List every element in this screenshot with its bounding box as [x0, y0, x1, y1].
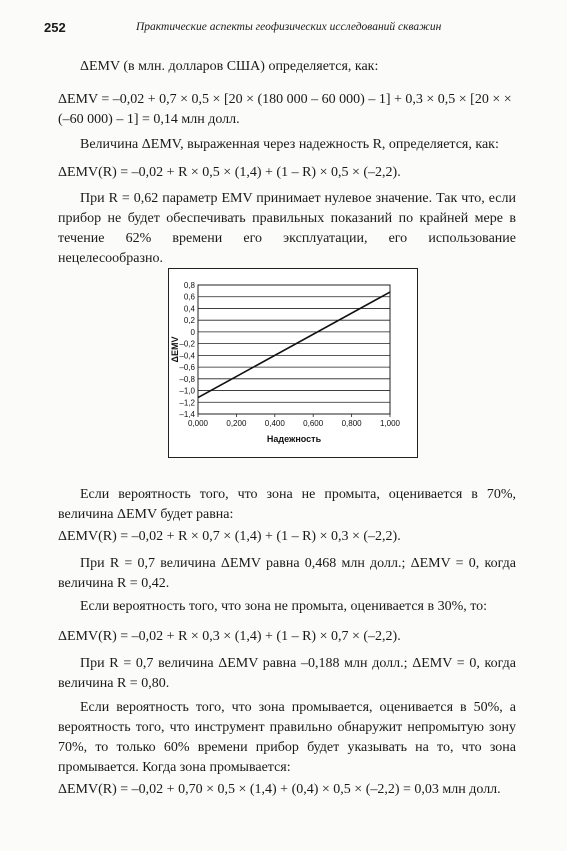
x-tick-label: 0,800 — [341, 419, 362, 428]
paragraph-emv-reliability: Величина ΔEMV, выраженная через надежность R, определяется, как: — [80, 137, 499, 152]
page-header — [44, 20, 524, 38]
x-tick-label: 1,000 — [379, 419, 401, 428]
formula-emv-final: ΔEMV(R) = –0,02 + 0,70 × 0,5 × (1,4) + (0,4) × 0,5 × (–2,2) = 0,03 млн долл. — [58, 782, 501, 797]
paragraph-zone-30: Если вероятность того, что зона не промыта, оценивается в 30%, то: — [80, 599, 488, 614]
y-tick-label: 0,8 — [183, 281, 195, 290]
formula-emv-r-70: ΔEMV(R) = –0,02 + R × 0,7 × (1,4) + (1 – R) × 0,3 × (–2,2). — [58, 529, 401, 544]
running-title: Практические аспекты геофизических исследований скважин — [136, 21, 442, 33]
y-axis-label: ΔEMV — [170, 336, 180, 363]
chart-svg — [168, 268, 418, 458]
x-tick-label: 0,400 — [264, 419, 285, 428]
paragraph-r-07-negative: При R = 0,7 величина ΔEMV равна –0,188 млн долл.; ΔEMV = 0, когда величина R = 0,80. — [58, 656, 516, 691]
y-tick-label: 0,4 — [183, 304, 195, 314]
y-tick-label: –0,8 — [179, 374, 195, 384]
y-tick-label: –1,2 — [179, 398, 195, 408]
y-tick-label: –1,0 — [179, 386, 195, 396]
paragraph-zone-50: Если вероятность того, что зона промывается, оценивается в 50%, а вероятность того, что инструмент правильно обнаружит непромытую зону 70%, то только 60% времени прибор будет указывать на то, что зона промывается. Когда зона промывается: — [58, 700, 516, 775]
formula-emv-r-30: ΔEMV(R) = –0,02 + R × 0,3 × (1,4) + (1 – R) × 0,7 × (–2,2). — [58, 629, 401, 644]
y-tick-label: –0,4 — [179, 351, 195, 361]
emv-reliability-chart — [168, 268, 418, 458]
paragraph-zone-70: Если вероятность того, что зона не промыта, оценивается в 70%, величина ΔEMV будет равна: — [58, 487, 516, 522]
y-tick-label: –0,2 — [179, 339, 195, 349]
y-tick-label: 0 — [190, 327, 195, 337]
paragraph-r-07-result: При R = 0,7 величина ΔEMV равна 0,468 млн долл.; ΔEMV = 0, когда величина R = 0,42. — [58, 556, 516, 591]
formula-emv-r-50: ΔEMV(R) = –0,02 + R × 0,5 × (1,4) + (1 – R) × 0,5 × (–2,2). — [58, 165, 401, 180]
x-tick-label: 0,000 — [187, 419, 209, 428]
y-tick-label: 0,2 — [183, 316, 195, 326]
paragraph-emv-definition: ΔEMV (в млн. долларов США) определяется, как: — [80, 59, 379, 74]
y-tick-label: –1,4 — [179, 410, 195, 419]
x-tick-label: 0,600 — [303, 419, 324, 428]
x-axis-label: Надежность — [266, 434, 322, 444]
y-tick-label: –0,6 — [179, 363, 195, 373]
paragraph-r-062: При R = 0,62 параметр EMV принимает нулевое значение. Так что, если прибор не будет обеспечивать правильных показаний по крайней мере в течение 62% времени его эксплуатации, его использование нецелесообразно. — [58, 191, 516, 266]
page-number: 252 — [44, 20, 66, 35]
y-tick-label: 0,6 — [183, 292, 195, 302]
x-tick-label: 0,200 — [226, 419, 247, 428]
formula-emv-value: ΔEMV = –0,02 + 0,7 × 0,5 × [20 × (180 000 – 60 000) – 1] + 0,3 × 0,5 × [20 × × (–60 000) – 1] = 0,14 млн долл. — [58, 92, 512, 127]
